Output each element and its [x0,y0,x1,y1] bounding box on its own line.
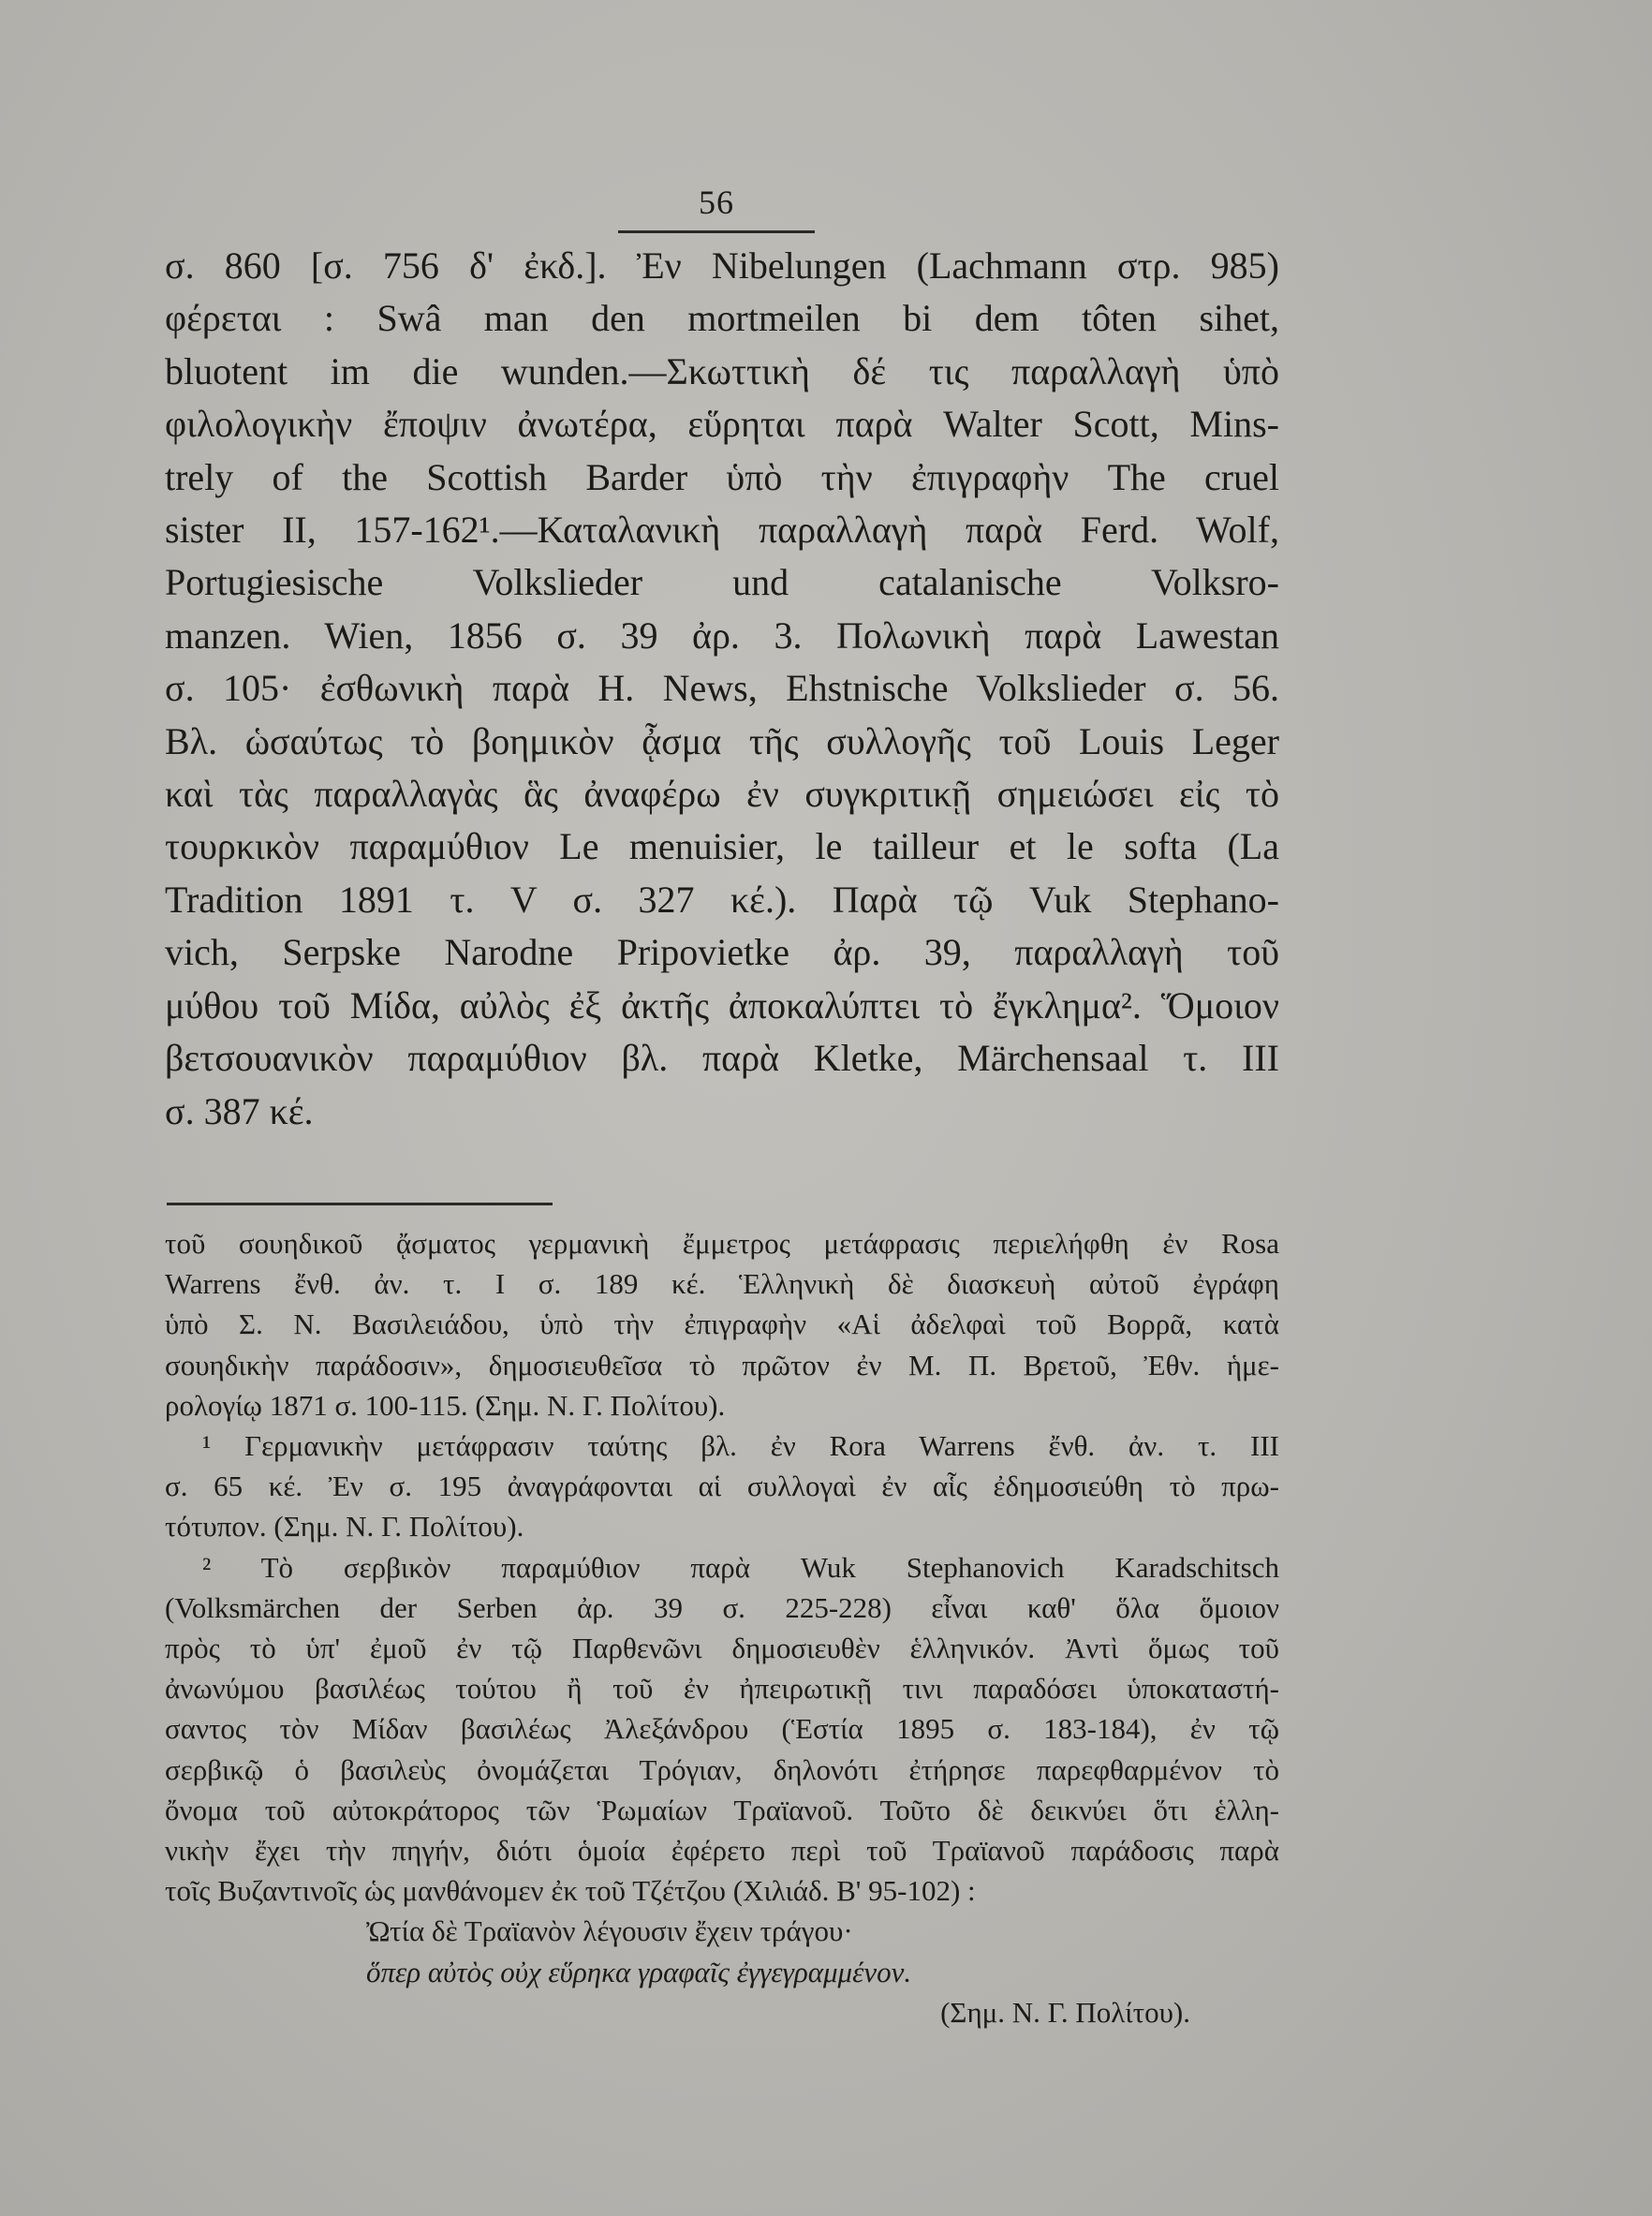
page-number: 56 [699,184,734,221]
footnote-separator [167,1203,553,1205]
text-line: bluotent im die wunden.—Σκωττικὴ δέ τις παραλλαγὴ ὑπὸ [165,349,1279,392]
text-line: manzen. Wien, 1856 σ. 39 ἀρ. 3. Πολωνικὴ παρὰ Lawestan [165,613,1279,657]
footnote-line: (Volksmärchen der Serben ἀρ. 39 σ. 225-228) εἶναι καθ' ὅλα ὅμοιον [165,1590,1279,1624]
verse-line: Ὠτία δὲ Τραϊανὸν λέγουσιν ἔχειν τράγου· [366,1914,853,1948]
text-line: trely of the Scottish Barder ὑπὸ τὴν ἐπιγραφὴν The cruel [165,455,1279,498]
footnote-line: νικὴν ἔχει τὴν πηγήν, διότι ὁμοία ἐφέρετο περὶ τοῦ Τραϊανοῦ παράδοσις παρὰ [165,1834,1279,1868]
footnote-line: ² Τὸ σερβικὸν παραμύθιον παρὰ Wuk Stephanovich Karadschitsch [202,1550,1279,1584]
footnote-line: ¹ Γερμανικὴν μετάφρασιν ταύτης βλ. ἐν Rora Warrens ἔνθ. ἀν. τ. III [202,1429,1279,1463]
footnote-line: πρὸς τὸ ὑπ' ἐμοῦ ἐν τῷ Παρθενῶνι δημοσιευθὲν ἑλληνικόν. Ἀντὶ ὅμως τοῦ [165,1632,1279,1665]
text-line: φιλολογικὴν ἔποψιν ἀνωτέρα, εὕρηται παρὰ Walter Scott, Mins- [165,403,1279,446]
footnotes [165,1223,1279,2032]
footnote-line: ὄνομα τοῦ αὐτοκράτορος τῶν Ῥωμαίων Τραϊανοῦ. Τοῦτο δὲ δεικνύει ὅτι ἑλλη- [165,1793,1279,1826]
text-line: σ. 860 [σ. 756 δ' ἐκδ.]. Ἐν Nibelungen (Lachmann στρ. 985) [165,244,1279,287]
page-number-rule [618,230,815,233]
main-text [165,240,1279,1138]
text-line: σ. 105· ἐσθωνικὴ παρὰ H. News, Ehstnische Volkslieder σ. 56. [165,667,1279,710]
footnote-line: ὑπὸ Σ. Ν. Βασιλειάδου, ὑπὸ τὴν ἐπιγραφὴν «Αἱ ἀδελφαὶ τοῦ Βορρᾶ, κατὰ [165,1307,1279,1341]
text-line: Portugiesische Volkslieder und catalanische Volksro- [165,561,1279,604]
text-line: μύθου τοῦ Μίδα, αὐλὸς ἐξ ἀκτῆς ἀποκαλύπτει τὸ ἔγκλημα². Ὅμοιον [165,983,1279,1027]
verse-line: ὅπερ αὐτὸς οὐχ εὕρηκα γραφαῖς ἐγγεγραμμένον. [366,1955,912,1988]
footnote-1 [165,1426,1279,1547]
footnote-line: ρολογίῳ 1871 σ. 100-115. (Σημ. Ν. Γ. Πολίτου). [165,1388,726,1422]
text-line: vich, Serpske Narodne Pripovietke ἀρ. 39, παραλλαγὴ τοῦ [165,931,1279,974]
text-line: φέρεται : Swâ man den mortmeilen bi dem tôten sihet, [165,297,1279,340]
footnote-2 [165,1547,1279,2032]
footnote-line: Warrens ἔνθ. ἀν. τ. I σ. 189 κέ. Ἑλληνικὴ δὲ διασκευὴ αὐτοῦ ἐγράφη [165,1267,1279,1301]
text-line: Tradition 1891 τ. V σ. 327 κέ.). Παρὰ τῷ Vuk Stephano- [165,878,1279,921]
text-line: σ. 387 κέ. [165,1089,314,1132]
footnote-line: σερβικῷ ὁ βασιλεὺς ὀνομάζεται Τρόγιαν, δηλονότι ἐτήρησε παρεφθαρμένον τὸ [165,1752,1279,1786]
footnote-line: σαντος τὸν Μίδαν βασιλέως Ἀλεξάνδρου (Ἑστία 1895 σ. 183-184), ἐν τῷ [165,1712,1279,1746]
text-line: καὶ τὰς παραλλαγὰς ἃς ἀναφέρω ἐν συγκριτικῇ σημειώσει εἰς τὸ [165,773,1279,816]
footnote-line: τότυπον. (Σημ. Ν. Γ. Πολίτου). [165,1510,524,1544]
footnote-line: τοῦ σουηδικοῦ ᾄσματος γερμανικὴ ἔμμετρος μετάφρασις περιελήφθη ἐν Rosa [165,1227,1279,1260]
footnote-continuation [165,1223,1279,1426]
text-line: sister II, 157-162¹.—Καταλανικὴ παραλλαγὴ παρὰ Ferd. Wolf, [165,509,1279,552]
footnote-signature: (Σημ. Ν. Γ. Πολίτου). [940,1995,1190,2029]
footnote-line: τοῖς Βυζαντινοῖς ὡς μανθάνομεν ἐκ τοῦ Τζέτζου (Χιλιάδ. Β' 95-102) : [165,1874,976,1908]
text-line: τουρκικὸν παραμύθιον Le menuisier, le tailleur et le softa (La [165,825,1279,868]
footnote-line: σ. 65 κέ. Ἐν σ. 195 ἀναγράφονται αἱ συλλογαὶ ἐν αἷς ἐδημοσιεύθη τὸ πρω- [165,1470,1279,1503]
text-line: Βλ. ὡσαύτως τὸ βοημικὸν ᾆσμα τῆς συλλογῆς τοῦ Louis Leger [165,719,1279,762]
footnote-line: ἀνωνύμου βασιλέως τούτου ἢ τοῦ ἐν ἠπειρωτικῇ τινι παραδόσει ὑποκαταστή- [165,1672,1279,1706]
text-line: βετσουανικὸν παραμύθιον βλ. παρὰ Kletke, Märchensaal τ. III [165,1037,1279,1080]
footnote-line: σουηδικὴν παράδοσιν», δημοσιευθεῖσα τὸ πρῶτον ἐν Μ. Π. Βρετοῦ, Ἐθν. ἡμε- [165,1348,1279,1381]
